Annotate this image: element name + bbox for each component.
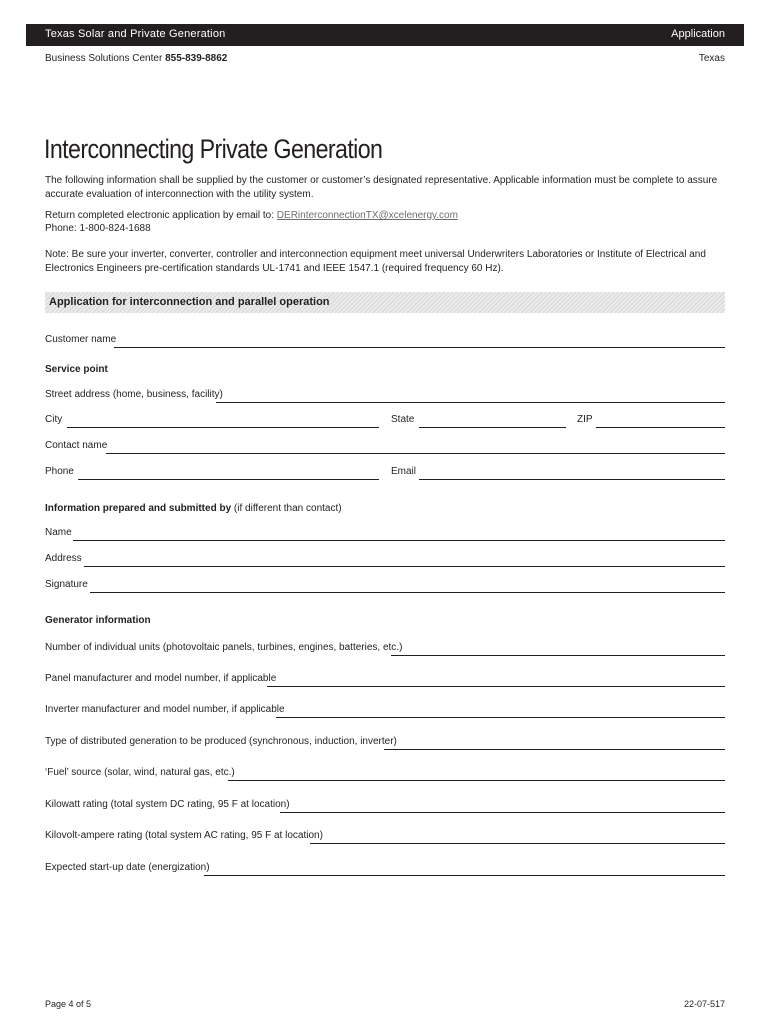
prepared-by-title: Information prepared and submitted by bbox=[45, 503, 232, 514]
kilowatt-field[interactable] bbox=[280, 812, 725, 813]
zip-field[interactable] bbox=[596, 427, 725, 428]
email-link[interactable]: DERinterconnectionTX@xcelenergy.com bbox=[276, 210, 458, 221]
prepared-address-field[interactable] bbox=[84, 566, 725, 567]
kva-field[interactable] bbox=[310, 843, 725, 844]
header-bar bbox=[26, 24, 744, 46]
header-doc-type: Application bbox=[671, 28, 725, 40]
phone-email-row bbox=[45, 466, 725, 480]
service-point-heading: Service point bbox=[45, 364, 108, 375]
kva-label: Kilovolt-ampere rating (total system AC rating, 95 F at location) bbox=[45, 830, 323, 841]
signature-label: Signature bbox=[45, 579, 88, 590]
panel-label: Panel manufacturer and model number, if applicable bbox=[45, 673, 277, 684]
customer-name-label: Customer name bbox=[45, 334, 117, 345]
signature-field[interactable] bbox=[90, 592, 725, 593]
units-row bbox=[45, 642, 725, 656]
state-field[interactable] bbox=[419, 427, 566, 428]
page-number: Page 4 of 5 bbox=[45, 999, 92, 1009]
inverter-label: Inverter manufacturer and model number, if applicable bbox=[45, 704, 285, 715]
header-title: Texas Solar and Private Generation bbox=[45, 28, 226, 40]
kva-row bbox=[45, 830, 725, 844]
panel-field[interactable] bbox=[267, 686, 725, 687]
signature-row bbox=[45, 579, 725, 593]
generation-type-row bbox=[45, 736, 725, 750]
note-paragraph: Note: Be sure your inverter, converter, controller and interconnection equipment meet universal Underwriters Laboratories or Institute of Electrical and Electronics Engineers pre-certification standards UL-1741 and IEEE 1547.1 (required frequency 60 Hz). bbox=[45, 249, 706, 274]
email-field[interactable] bbox=[419, 479, 725, 480]
startup-row bbox=[45, 862, 725, 876]
units-field[interactable] bbox=[391, 655, 725, 656]
section-banner-title: Application for interconnection and parallel operation bbox=[49, 296, 330, 308]
phone-text: Phone: 1-800-824-1688 bbox=[45, 223, 151, 234]
contact-name-row bbox=[45, 440, 725, 454]
fuel-label: ‘Fuel’ source (solar, wind, natural gas, etc.) bbox=[45, 767, 235, 778]
form-code: 22-07-517 bbox=[683, 999, 725, 1009]
generation-type-field[interactable] bbox=[384, 749, 725, 750]
state-label: State bbox=[391, 414, 415, 425]
prepared-address-label: Address bbox=[45, 553, 82, 564]
return-instructions bbox=[45, 209, 725, 223]
kilowatt-row bbox=[45, 799, 725, 813]
zip-label: ZIP bbox=[577, 414, 593, 425]
page-title: Interconnecting Private Generation bbox=[44, 134, 383, 164]
customer-name-field[interactable] bbox=[114, 347, 725, 348]
prepared-by-heading bbox=[45, 503, 342, 514]
panel-row bbox=[45, 673, 725, 687]
city-state-zip-row bbox=[45, 414, 725, 428]
startup-field[interactable] bbox=[204, 875, 725, 876]
inverter-field[interactable] bbox=[276, 717, 725, 718]
startup-label: Expected start-up date (energization) bbox=[45, 862, 210, 873]
business-center bbox=[45, 53, 227, 64]
prepared-name-field[interactable] bbox=[73, 540, 725, 541]
phone-field[interactable] bbox=[78, 479, 379, 480]
business-center-phone: 855-839-8862 bbox=[165, 53, 228, 64]
city-label: City bbox=[45, 414, 63, 425]
contact-name-field[interactable] bbox=[106, 453, 725, 454]
kilowatt-label: Kilowatt rating (total system DC rating, 95 F at location) bbox=[45, 799, 290, 810]
street-address-field[interactable] bbox=[216, 402, 725, 403]
prepared-address-row bbox=[45, 553, 725, 567]
intro-paragraph: The following information shall be supplied by the customer or customer’s designated representative. Applicable information must be complete to assure accurate evaluation of interconnection with the utility system. bbox=[45, 175, 718, 200]
phone-label: Phone bbox=[45, 466, 74, 477]
contact-name-label: Contact name bbox=[45, 440, 108, 451]
return-label: Return completed electronic application by email to: bbox=[45, 210, 275, 221]
generation-type-label: Type of distributed generation to be produced (synchronous, induction, inverter) bbox=[45, 736, 397, 747]
customer-name-row bbox=[45, 334, 725, 348]
prepared-name-label: Name bbox=[45, 527, 72, 538]
prepared-name-row bbox=[45, 527, 725, 541]
email-label: Email bbox=[391, 466, 417, 477]
generator-heading: Generator information bbox=[45, 615, 151, 626]
street-address-row bbox=[45, 389, 725, 403]
units-label: Number of individual units (photovoltaic panels, turbines, engines, batteries, etc.) bbox=[45, 642, 403, 653]
street-address-label: Street address (home, business, facility) bbox=[45, 389, 223, 400]
fuel-field[interactable] bbox=[228, 780, 725, 781]
fuel-row bbox=[45, 767, 725, 781]
section-banner bbox=[45, 292, 725, 313]
prepared-by-qualifier: (if different than contact) bbox=[233, 503, 342, 514]
inverter-row bbox=[45, 704, 725, 718]
city-field[interactable] bbox=[67, 427, 379, 428]
business-center-label: Business Solutions Center bbox=[45, 53, 163, 64]
header-state: Texas bbox=[698, 53, 725, 64]
